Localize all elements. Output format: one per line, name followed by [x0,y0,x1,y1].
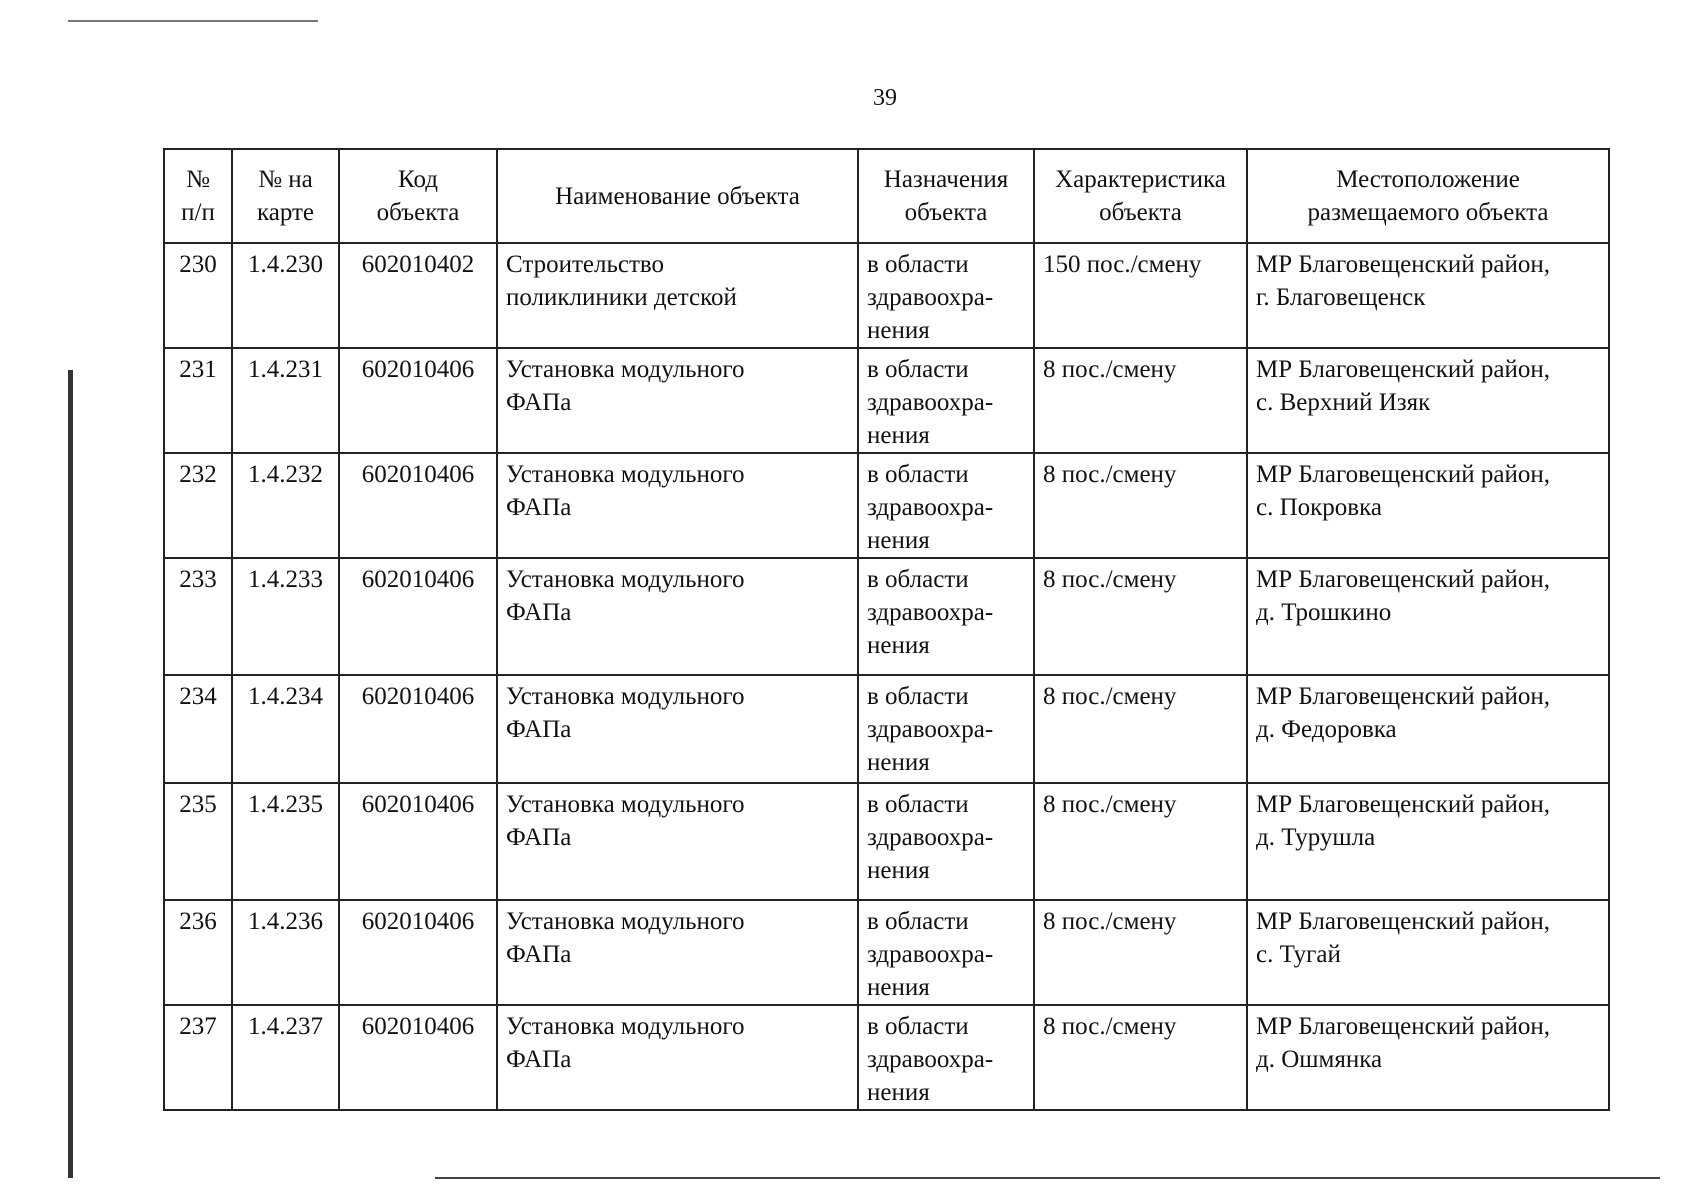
header-location: Местоположение размещаемого объекта [1247,149,1609,243]
cell-map-number: 1.4.235 [232,783,339,900]
cell-object-code: 602010406 [339,900,497,1005]
cell-purpose: в области здравоохра- нения [858,453,1034,558]
scan-edge-left [68,370,73,1178]
cell-object-code: 602010402 [339,243,497,348]
cell-location: МР Благовещенский район, д. Ошмянка [1247,1005,1609,1110]
cell-num: 237 [164,1005,232,1110]
table-row [164,1005,1609,1110]
cell-purpose: в области здравоохра- нения [858,900,1034,1005]
header-purpose: Назначения объекта [858,149,1034,243]
cell-object-name: Установка модульного ФАПа [497,453,858,558]
cell-object-name: Установка модульного ФАПа [497,348,858,453]
table-row [164,243,1609,348]
header-object-name: Наименование объекта [497,149,858,243]
cell-object-name: Установка модульного ФАПа [497,1005,858,1110]
cell-map-number: 1.4.234 [232,675,339,783]
table-row [164,453,1609,558]
cell-num: 234 [164,675,232,783]
cell-map-number: 1.4.233 [232,558,339,675]
header-characteristic: Характеристика объекта [1034,149,1247,243]
table-header-row [164,149,1609,243]
cell-purpose: в области здравоохра- нения [858,783,1034,900]
page-number: 39 [873,85,897,111]
cell-location: МР Благовещенский район, с. Тугай [1247,900,1609,1005]
table-row [164,558,1609,675]
cell-purpose: в области здравоохра- нения [858,675,1034,783]
scan-line-top [68,20,318,22]
cell-object-name: Установка модульного ФАПа [497,675,858,783]
cell-object-name: Строительство поликлиники детской [497,243,858,348]
cell-map-number: 1.4.232 [232,453,339,558]
cell-object-code: 602010406 [339,675,497,783]
cell-location: МР Благовещенский район, с. Верхний Изяк [1247,348,1609,453]
cell-object-name: Установка модульного ФАПа [497,783,858,900]
header-object-code: Код объекта [339,149,497,243]
cell-characteristic: 8 пос./смену [1034,675,1247,783]
cell-characteristic: 8 пос./смену [1034,900,1247,1005]
cell-object-code: 602010406 [339,783,497,900]
header-num: № п/п [164,149,232,243]
header-map-number: № на карте [232,149,339,243]
scan-line-bottom [435,1177,1660,1179]
cell-map-number: 1.4.230 [232,243,339,348]
cell-object-name: Установка модульного ФАПа [497,900,858,1005]
table-row [164,783,1609,900]
cell-object-code: 602010406 [339,1005,497,1110]
cell-num: 232 [164,453,232,558]
cell-location: МР Благовещенский район, д. Федоровка [1247,675,1609,783]
cell-map-number: 1.4.236 [232,900,339,1005]
cell-characteristic: 8 пос./смену [1034,348,1247,453]
cell-purpose: в области здравоохра- нения [858,243,1034,348]
table-row [164,348,1609,453]
cell-location: МР Благовещенский район, с. Покровка [1247,453,1609,558]
cell-purpose: в области здравоохра- нения [858,558,1034,675]
cell-characteristic: 8 пос./смену [1034,783,1247,900]
cell-object-code: 602010406 [339,558,497,675]
cell-map-number: 1.4.237 [232,1005,339,1110]
table-row [164,675,1609,783]
cell-num: 233 [164,558,232,675]
cell-characteristic: 8 пос./смену [1034,453,1247,558]
cell-num: 235 [164,783,232,900]
cell-map-number: 1.4.231 [232,348,339,453]
table-row [164,900,1609,1005]
cell-characteristic: 150 пос./смену [1034,243,1247,348]
cell-purpose: в области здравоохра- нения [858,348,1034,453]
cell-object-code: 602010406 [339,453,497,558]
cell-location: МР Благовещенский район, д. Трошкино [1247,558,1609,675]
objects-table [163,148,1610,1111]
cell-num: 231 [164,348,232,453]
cell-num: 236 [164,900,232,1005]
cell-location: МР Благовещенский район, г. Благовещенск [1247,243,1609,348]
cell-characteristic: 8 пос./смену [1034,1005,1247,1110]
cell-characteristic: 8 пос./смену [1034,558,1247,675]
cell-object-code: 602010406 [339,348,497,453]
cell-object-name: Установка модульного ФАПа [497,558,858,675]
cell-purpose: в области здравоохра- нения [858,1005,1034,1110]
cell-num: 230 [164,243,232,348]
cell-location: МР Благовещенский район, д. Турушла [1247,783,1609,900]
